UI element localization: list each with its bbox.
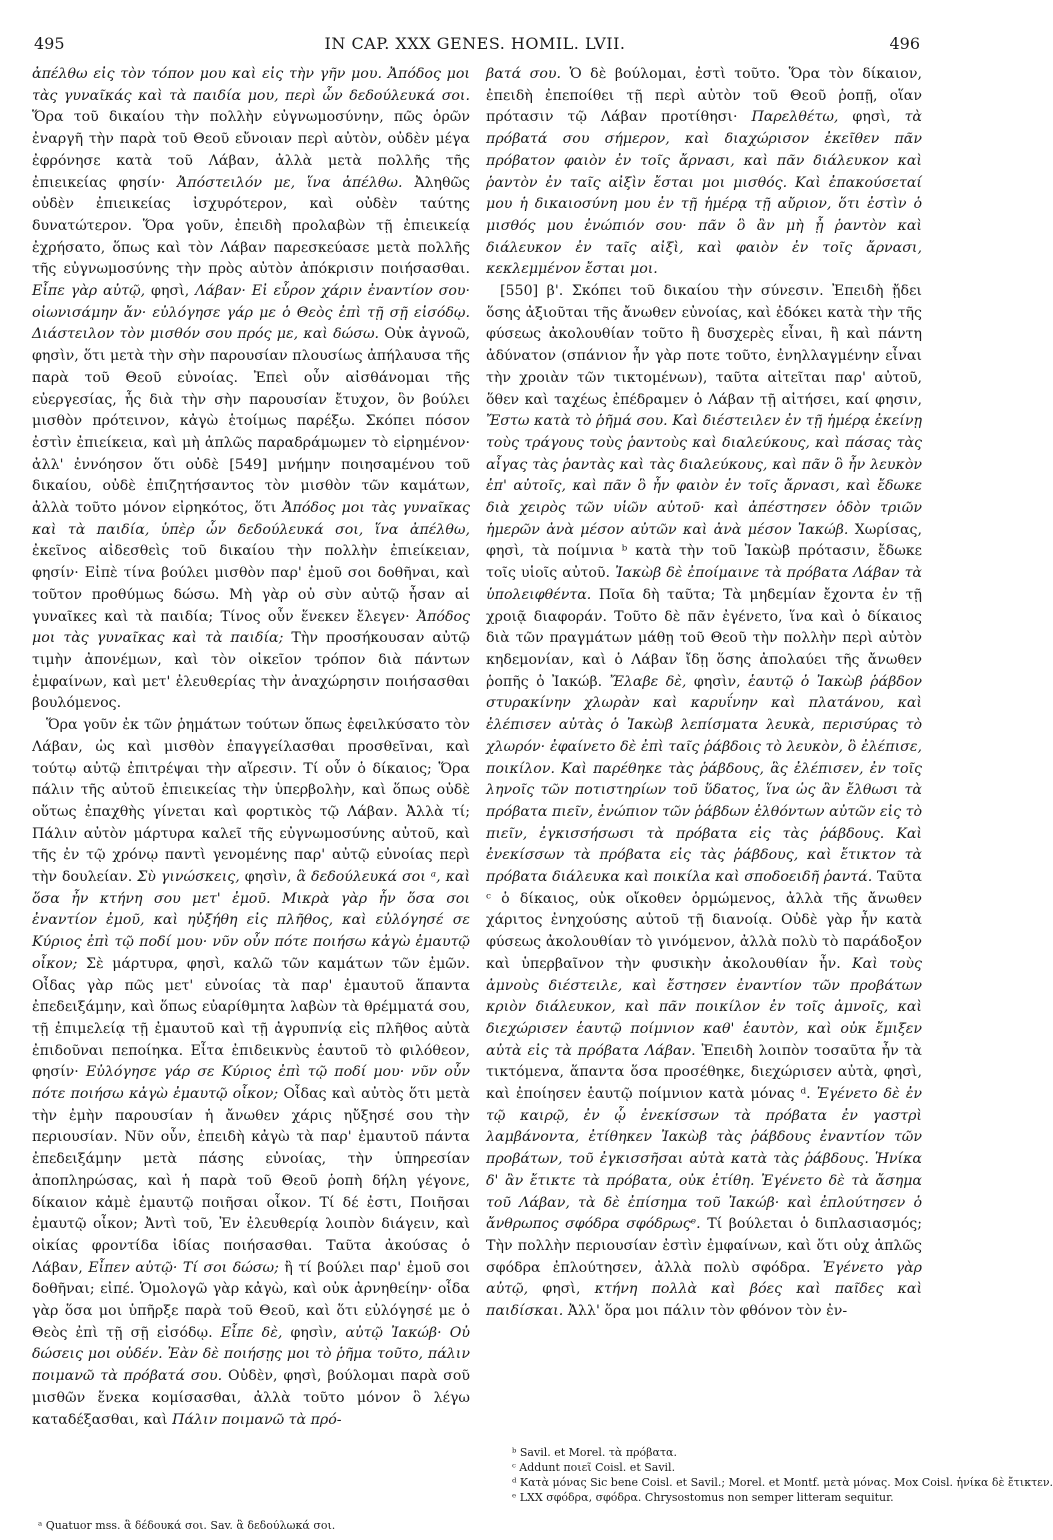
commentary-text: Ἀλλ' ὅρα μοι πάλιν τὸν φθόνον τὸν ἐν- [563,1303,848,1320]
right-column [486,64,922,1440]
scripture-quote: Εἶπε δὲ, [212,1324,291,1341]
footnote: ᵇ Savil. et Morel. τὰ πρόβατα. [512,1446,677,1459]
commentary-text: Τί βούλεται ὁ διπλασιασμός; Τὴν πολλὴν περιουσίαν ἐστὶν ἐμφαίνων, καὶ ὅτι οὐχ ἁπλῶς σφόδρα ἐπλούτησεν, ἀλλὰ πολὺ σφόδρα. [486,1216,922,1276]
footnote: ᵈ Κατὰ μόνας Sic bene Coisl. et Savil.; Morel. et Montf. μετὰ μόνας. Mox Coisl. ἡνίκα δὲ ἔτικτεν. [512,1476,1053,1489]
commentary-text: [550] β'. Σκόπει τοῦ δικαίου τὴν σύνεσιν. Ἐπειδὴ ᾔδει ὅσης ἀξιοῦται τῆς ἄνωθεν εὐνοίας, καὶ ἐδόκει κατὰ τὴν τῆς φύσεως ἀκολουθίαν τοῦτο ἢ δυσχερὲς εἶναι, ἢ καὶ πάντη ἀδύνατον (σπάνιον ἦν γὰρ ποτε τοῦτο, ἐνηλλαγμένην εἶναι τὴν χροιὰν τῶν τικτομένων), ταῦτα αἰτεῖται παρ' αὐτοῦ, ὅθεν καὶ ταχέως ἐπέδραμεν ὁ Λάβαν τῇ αἰτήσει, καί φησιν, [486,283,922,408]
commentary-text: Οὐδὲν, φησὶ, βούλομαι παρὰ σοῦ μισθῶν ἕνεκα κομίσασθαι, ἀλλὰ τοῦτο μόνον ὃ λέγω καταδέξασθαι, καὶ [32,1368,470,1428]
scripture-quote: Σὺ γινώσκεις, [132,869,245,886]
commentary-text: Ποῖα δὴ ταῦτα; Τὰ μηδεμίαν ἔχοντα ἐν τῇ χροιᾷ διαφοράν. Τοῦτο δὲ πᾶν ἐγένετο, ἵνα καὶ ὁ δίκαιος διὰ τῶν πραγμάτων μάθῃ τοῦ Θεοῦ τὴν πολλὴν περὶ αὐτὸν κηδεμονίαν, καὶ ὁ Λάβαν ἴδῃ ὅσης ἀπολαύει τῆς ἄνωθεν ῥοπῆς ὁ Ἰακώβ. [486,586,922,690]
scripture-quote: Καὶ τοὺς ἀμνοὺς διέστειλε, καὶ ἔστησεν ἐναντίον τῶν προβάτων κριὸν διάλευκον, καὶ πᾶν ποικίλον ἐν τοῖς ἀμνοῖς, καὶ διεχώρισεν ἑαυτῷ ποίμνιον καθ' ἑαυτὸν, καὶ οὐκ ἔμιξεν αὐτὰ εἰς τὰ πρόβατα Λάβαν. [486,955,922,1059]
page-number-left: 495 [34,34,65,53]
commentary-text: Τὴν προσήκουσαν αὐτῷ τιμὴν ἀπονέμων, καὶ τὸν οἰκεῖον τρόπον διὰ πάντων ἐμφαίνων, καὶ μετ' ἐλευθερίας τὴν ἀναχώρησιν ποιήσασθαι βουλόμενος. [32,630,470,712]
commentary-text: φησὶ, [151,283,196,300]
commentary-text: φησὶν, [244,869,297,886]
scripture-quote: Εἶπεν αὐτῷ· Τί σοι δώσω; [82,1259,279,1276]
commentary-text: Ταῦτα ᶜ ὁ δίκαιος, οὐκ οἴκοθεν ὁρμώμενος, ἀλλὰ τῆς ἄνωθεν χάριτος ἐνηχούσης αὐτοῦ τῇ διανοίᾳ. Οὐδὲ γὰρ ἦν κατὰ φύσεως ἀκολουθίαν τὸ γινόμενον, ἀλλὰ πολὺ τὸ παράδοξον καὶ ὑπερβαῖνον τὴν φυσικὴν ἀκολουθίαν ἦν. [486,869,922,972]
scripture-quote: Ἀπόστειλόν με, ἵνα ἀπέλθω. [165,174,403,191]
commentary-text: φησὶν, [693,673,749,690]
scripture-quote: ἑαυτῷ ὁ Ἰακὼβ ῥάβδον στυρακίνην χλωρὰν καὶ καρυΐνην καὶ πλατάνου, καὶ ἐλέπισεν αὐτὰς ὁ Ἰακὼβ λεπίσματα λευκὰ, περισύρας τὸ χλωρόν· ἐφαίνετο δὲ ἐπὶ ταῖς ῥάβδοις τὸ λευκὸν, ὃ ἐλέπισε, ποικίλον. Καὶ παρέθηκε τὰς ῥάβδους, ἃς ἐλέπισεν, ἐν τοῖς ληνοῖς τῶν ποτιστηρίων τοῦ ὕδατος, ἵνα ὡς ἂν ἔλθωσι τὰ πρόβατα πιεῖν, ἐνώπιον τῶν ῥάβδων ἐλθόντων αὐτῶν εἰς τὸ πιεῖν, ἐγκισσήσωσι τὰ πρόβατα εἰς τὰς ῥάβδους. Καὶ ἐνεκίσσων τὰ πρόβατα εἰς τὰς ῥάβδους, καὶ ἔτικτον τὰ πρόβατα διάλευκα καὶ ποικίλα καὶ σποδοειδῆ ῥαντά. [486,673,922,886]
scripture-quote: βατά σου. [486,66,562,82]
page-header [28,34,922,62]
scripture-quote: Λάβαν· Εἰ εὗρον χάριν ἐναντίον σου· οἰωνισάμην ἄν· εὐλόγησε γάρ με ὁ Θεὸς ἐπὶ τῇ σῇ εἰσόδῳ. Διάστειλον τὸν μισθόν σου πρός με, καὶ δώσω. [32,283,471,343]
paragraph [486,281,922,1323]
scripture-quote: κτήνη πολλὰ καὶ βόες καὶ παῖδες καὶ παιδίσκαι. [486,1281,923,1320]
commentary-text: Ὅρα τοῦ δικαίου τὴν πολλὴν εὐγνωμοσύνην, πῶς ὁρῶν ἐναργῆ τὴν παρὰ τοῦ Θεοῦ εὔνοιαν περὶ αὐτὸν, οὐδὲν μέγα ἐφρόνησε κατὰ τοῦ Λάβαν, ἀλλὰ μετὰ πολλῆς τῆς ἐπιεικείας φησίν· [32,109,470,191]
scripture-quote: Ἐγένετο γὰρ αὐτῷ, [486,1259,922,1298]
footnote: ᶜ Addunt ποιεῖ Coisl. et Savil. [512,1461,676,1474]
scripture-quote: αὐτῷ Ἰακώβ· Οὐ δώσεις μοι οὐδέν. Ἐὰν δὲ ποιήσῃς μοι τὸ ῥῆμα τοῦτο, πάλιν ποιμανῶ τὰ πρόβατά σου. [32,1324,470,1385]
scripture-quote: Εἶπε γὰρ αὐτῷ, [32,283,152,300]
commentary-text: Οἶδας καὶ αὐτὸς ὅτι μετὰ τὴν ἐμὴν παρουσίαν ἡ ἄνωθεν χάρις ηὔξησέ σου τὴν περιουσίαν. Νῦν οὖν, ἐπειδὴ κἀγὼ τὰ παρ' ἐμαυτοῦ πάντα ἐπεδειξάμην μετὰ πάσης εὐνοίας, τὴν ὑπηρεσίαν ἀποπληρώσας, καὶ ἡ παρὰ τοῦ Θεοῦ ῥοπὴ δήλη γέγονε, δίκαιον κἀμὲ ἐμαυτῷ ποιῆσαι οἶκον. Τί δέ ἐστι, Ποιῆσαι ἐμαυτῷ οἶκον; Ἀντὶ τοῦ, Ἐν ἐλευθερίᾳ λοιπὸν διάγειν, καὶ οἰκίας φροντίδα ἰδίας ποιήσασθαι. Ταῦτα ἀκούσας ὁ Λάβαν, [32,1086,470,1276]
scripture-quote: Ἰακὼβ δὲ ἐποίμαινε τὰ πρόβατα Λάβαν τὰ ὑπολειφθέντα. [486,565,922,603]
commentary-text: Ὁ δὲ βούλομαι, ἐστὶ τοῦτο. Ὅρα τὸν δίκαιον, ἐπειδὴ ἐπεποίθει τῇ περὶ αὐτὸν τοῦ Θεοῦ ῥοπῇ, οἵαν πρότασιν τῷ Λάβαν προτίθησι· [486,66,922,126]
commentary-text: φησὶν, [290,1324,346,1341]
scripture-quote: Ἔλαβε δὲ, [602,673,694,690]
footnote-left: ᵃ Quatuor mss. ἃ δέδουκά σοι. Sav. ἃ δεδούλωκά σοι. [38,1519,336,1532]
commentary-text: ἐκεῖνος αἰδεσθεὶς τοῦ δικαίου τὴν πολλὴν ἐπιείκειαν, φησίν· Εἰπὲ τίνα βούλει μισθὸν παρ' ἐμοῦ σοι δοθῆναι, καὶ τοῦτον προθύμως δώσω. Μὴ γὰρ οὐ σὺν αὐτῷ ἦσαν αἱ γυναῖκες καὶ τὰ παιδία; Τίνος οὖν ἕνεκεν ἔλεγεν· [32,543,470,625]
commentary-text: φησὶ, [542,1281,595,1298]
paragraph [32,715,470,1431]
left-column [32,64,470,1516]
scripture-quote: Παρελθέτω, [737,109,853,126]
commentary-text: Χωρίσας, φησὶ, τὰ ποίμνια ᵇ κατὰ τὴν τοῦ Ἰακὼβ πρότασιν, ἔδωκε τοῖς υἱοῖς αὐτοῦ. [486,521,922,582]
page-number-right: 496 [889,34,920,53]
scripture-quote: Ἀπόδος μοι τὰς γυναῖκας καὶ τὰ παιδία; [32,608,470,647]
commentary-text: Ἀληθῶς οὐδὲν ἐπιεικείας ἰσχυρότερον, καὶ οὐδὲν ταύτης δυνατώτερον. Ὅρα γοῦν, ἐπειδὴ προλαβὼν τῇ ἐπιεικείᾳ ἐχρήσατο, ὅπως καὶ τὸν Λάβαν παρεσκεύασε μετὰ πολλῆς τῆς εὐγνωμοσύνης τὴν πρὸς αὐτὸν ἀπόκρισιν ποιήσασθαι. [32,174,471,278]
paragraph [32,64,470,715]
commentary-text: Σὲ μάρτυρα, φησὶ, καλῶ τῶν καμάτων τῶν ἐμῶν. Οἶδας γὰρ πῶς μετ' εὐνοίας τὰ παρ' ἐμαυτοῦ ἅπαντα ἐπεδειξάμην, καὶ ὅπως εὐαρίθμητα λαβὼν τὰ θρέμματά σου, τῇ ἐπιμελείᾳ τῇ ἐμαυτοῦ καὶ τῇ ἀγρυπνίᾳ εἰς πλῆθος αὐτὰ ἐπιδοῦναι πεποίηκα. Εἶτα ἐπιδεικνὺς ἑαυτοῦ τὸ φιλόθεον, φησίν· [32,955,470,1081]
scripture-quote: Εὐλόγησε γάρ σε Κύριος ἐπὶ τῷ ποδί μου· νῦν οὖν πότε ποιήσω κἀγὼ ἐμαυτῷ οἶκον; [32,1064,470,1103]
commentary-text: Ἐπειδὴ λοιπὸν τοσαῦτα ἦν τὰ τικτόμενα, ἅπαντα ὅσα προσέθηκε, διεχώρισεν αὐτὰ, φησὶ, καὶ ἐποίησεν ἑαυτῷ ποίμνιον κατὰ μόνας ᵈ. [486,1042,922,1103]
scripture-quote: Ἐγένετο δὲ ἐν τῷ καιρῷ, ἐν ᾧ ἐνεκίσσων τὰ πρόβατα ἐν γαστρὶ λαμβάνοντα, ἐτίθηκεν Ἰακὼβ τὰς ῥάβδους ἐναντίον τῶν προβάτων, τοῦ ἐγκισσῆσαι αὐτὰ κατὰ τὰς ῥάβδους. Ἡνίκα δ' ἂν ἔτικτε τὰ πρόβατα, οὐκ ἐτίθη. Ἐγένετο δὲ τὰ ἄσημα τοῦ Λάβαν, τὰ δὲ ἐπίσημα τοῦ Ἰακώβ· καὶ ἐπλούτησεν ὁ ἄνθρωπος σφόδρα σφόδρωςᵉ. [486,1086,922,1233]
scripture-quote: ἃ δεδούλευκά σοι ᵃ, καὶ ὅσα ἦν κτήνη σου μετ' ἐμοῦ. Μικρὰ γὰρ ἦν ὅσα σοι ἐναντίον ἐμοῦ, καὶ ηὐξήθη εἰς πλῆθος, καὶ εὐλόγησέ σε Κύριος ἐπὶ τῷ ποδί μου· νῦν οὖν πότε ποιήσω κἀγὼ ἐμαυτῷ οἶκον; [32,869,471,972]
scripture-quote: τὰ πρόβατά σου σήμερον, καὶ διαχώρισον ἐκεῖθεν πᾶν πρόβατον φαιὸν ἐν τοῖς ἄρνασι, καὶ πᾶν διάλευκον καὶ ῥαντὸν ἐν ταῖς αἰξὶν ἔσται μοι μισθός. Καὶ ἐπακούσεταί μου ἡ δικαιοσύνη μου ἐν τῇ ἡμέρᾳ τῇ αὔριον, ὅτι ἐστὶν ὁ μισθός μου ἐνώπιόν σου· πᾶν ὃ ἂν μὴ ᾖ ῥαντὸν καὶ διάλευκον ἐν ταῖς αἰξὶ, καὶ φαιὸν ἐν τοῖς ἄρνασι, κεκλεμμένον ἔσται μοι. [486,109,923,278]
scripture-quote: Ἀπόδος μοι τὰς γυναῖκας καὶ τὰ παιδία, ὑπὲρ ὧν δεδούλευκά σοι, ἵνα ἀπέλθω, [32,500,470,538]
commentary-text: φησὶ, [852,109,905,126]
commentary-text: Ὅρα γοῦν ἐκ τῶν ῥημάτων τούτων ὅπως ἐφειλκύσατο τὸν Λάβαν, ὡς καὶ μισθὸν ἐπαγγείλασθαι προσθεῖναι, καὶ τούτῳ αὐτῷ ἐπιτρέψαι τὴν αἵρεσιν. Τί οὖν ὁ δίκαιος; Ὅρα πάλιν τῆς αὐτοῦ ἐπιεικείας τὴν ὑπερβολὴν, καὶ ὅπως οὐδὲ οὕτως ἐπαχθὴς γίνεται καὶ φορτικὸς τῷ Λάβαν. Ἀλλὰ τί; Πάλιν αὐτὸν μάρτυρα καλεῖ τῆς εὐγνωμοσύνης αὐτοῦ, καὶ τῆς ἐν τῷ χρόνῳ παντὶ γενομένης παρ' αὐτῷ εὐνοίας περὶ τὴν δουλείαν. [32,717,470,886]
paragraph [486,64,922,281]
running-title: IN CAP. XXX GENES. HOMIL. LVII. [324,34,626,53]
scripture-quote: Ἔστω κατὰ τὸ ῥῆμά σου. Καὶ διέστειλεν ἐν τῇ ἡμέρᾳ ἐκείνῃ τοὺς τράγους τοὺς ῥαντοὺς καὶ διαλεύκους, καὶ πάσας τὰς αἶγας τὰς ῥαντὰς καὶ τὰς διαλεύκους, καὶ πᾶν ὃ ἦν λευκὸν ἐπ' αὐτοῖς, καὶ πᾶν ὃ ἦν φαιὸν ἐν τοῖς ἄρνασι, καὶ ἔδωκε διὰ χειρὸς τῶν υἱῶν αὐτοῦ· καὶ ἀπέστησεν ὁδὸν τριῶν ἡμερῶν ἀνὰ μέσον αὐτῶν καὶ ἀνὰ μέσον Ἰακώβ. [486,413,922,538]
scripture-quote: Πάλιν ποιμανῶ τὰ πρό- [167,1411,342,1428]
commentary-text: ἢ τί βούλει παρ' ἐμοῦ σοι δοθῆναι; εἰπέ. Ὁμολογῶ γὰρ κἀγὼ, καὶ οὐκ ἀρνηθείην· οἶδα γὰρ ὅσα μοι ὑπῆρξε παρὰ τοῦ Θεοῦ, καὶ ὅτι εὐλόγησέ με ὁ Θεὸς ἐπὶ τῇ σῇ εἰσόδῳ. [32,1259,471,1341]
footnotes-right [512,1445,1053,1505]
footnote: ᵉ LXX σφόδρα, σφόδρα. Chrysostomus non semper litteram sequitur. [512,1491,894,1504]
scripture-quote: ἀπέλθω εἰς τὸν τόπον μου καὶ εἰς τὴν γῆν μου. Ἀπόδος μοι τὰς γυναῖκάς καὶ τὰ παιδία μου, περὶ ὧν δεδούλευκά σοι. [32,66,470,104]
commentary-text: Οὐκ ἀγνοῶ, φησὶν, ὅτι μετὰ τὴν σὴν παρουσίαν πλουσίως ἀπήλαυσα τῆς παρὰ τοῦ Θεοῦ εὐνοίας. Ἐπεὶ οὖν αἰσθάνομαι τῆς εὐεργεσίας, ἧς διὰ τὴν σὴν παρουσίαν ἔτυχον, ὃν βούλει μισθὸν πρότεινον, κἀγὼ ἑτοίμως παρέξω. Σκόπει πόσον ἐστὶν ἐπιείκεια, καὶ μὴ ἁπλῶς παραδράμωμεν τὸ εἰρημένον· ἀλλ' ἐννόησον ὅτι οὐδὲ [549] μνήμην ποιησαμένου τοῦ δικαίου, οὐδὲ ἐπιζητήσαντος τὸν μισθὸν τῶν καμάτων, ἀλλὰ τοῦτο μόνον εἰρηκότος, ὅτι [32,326,471,517]
